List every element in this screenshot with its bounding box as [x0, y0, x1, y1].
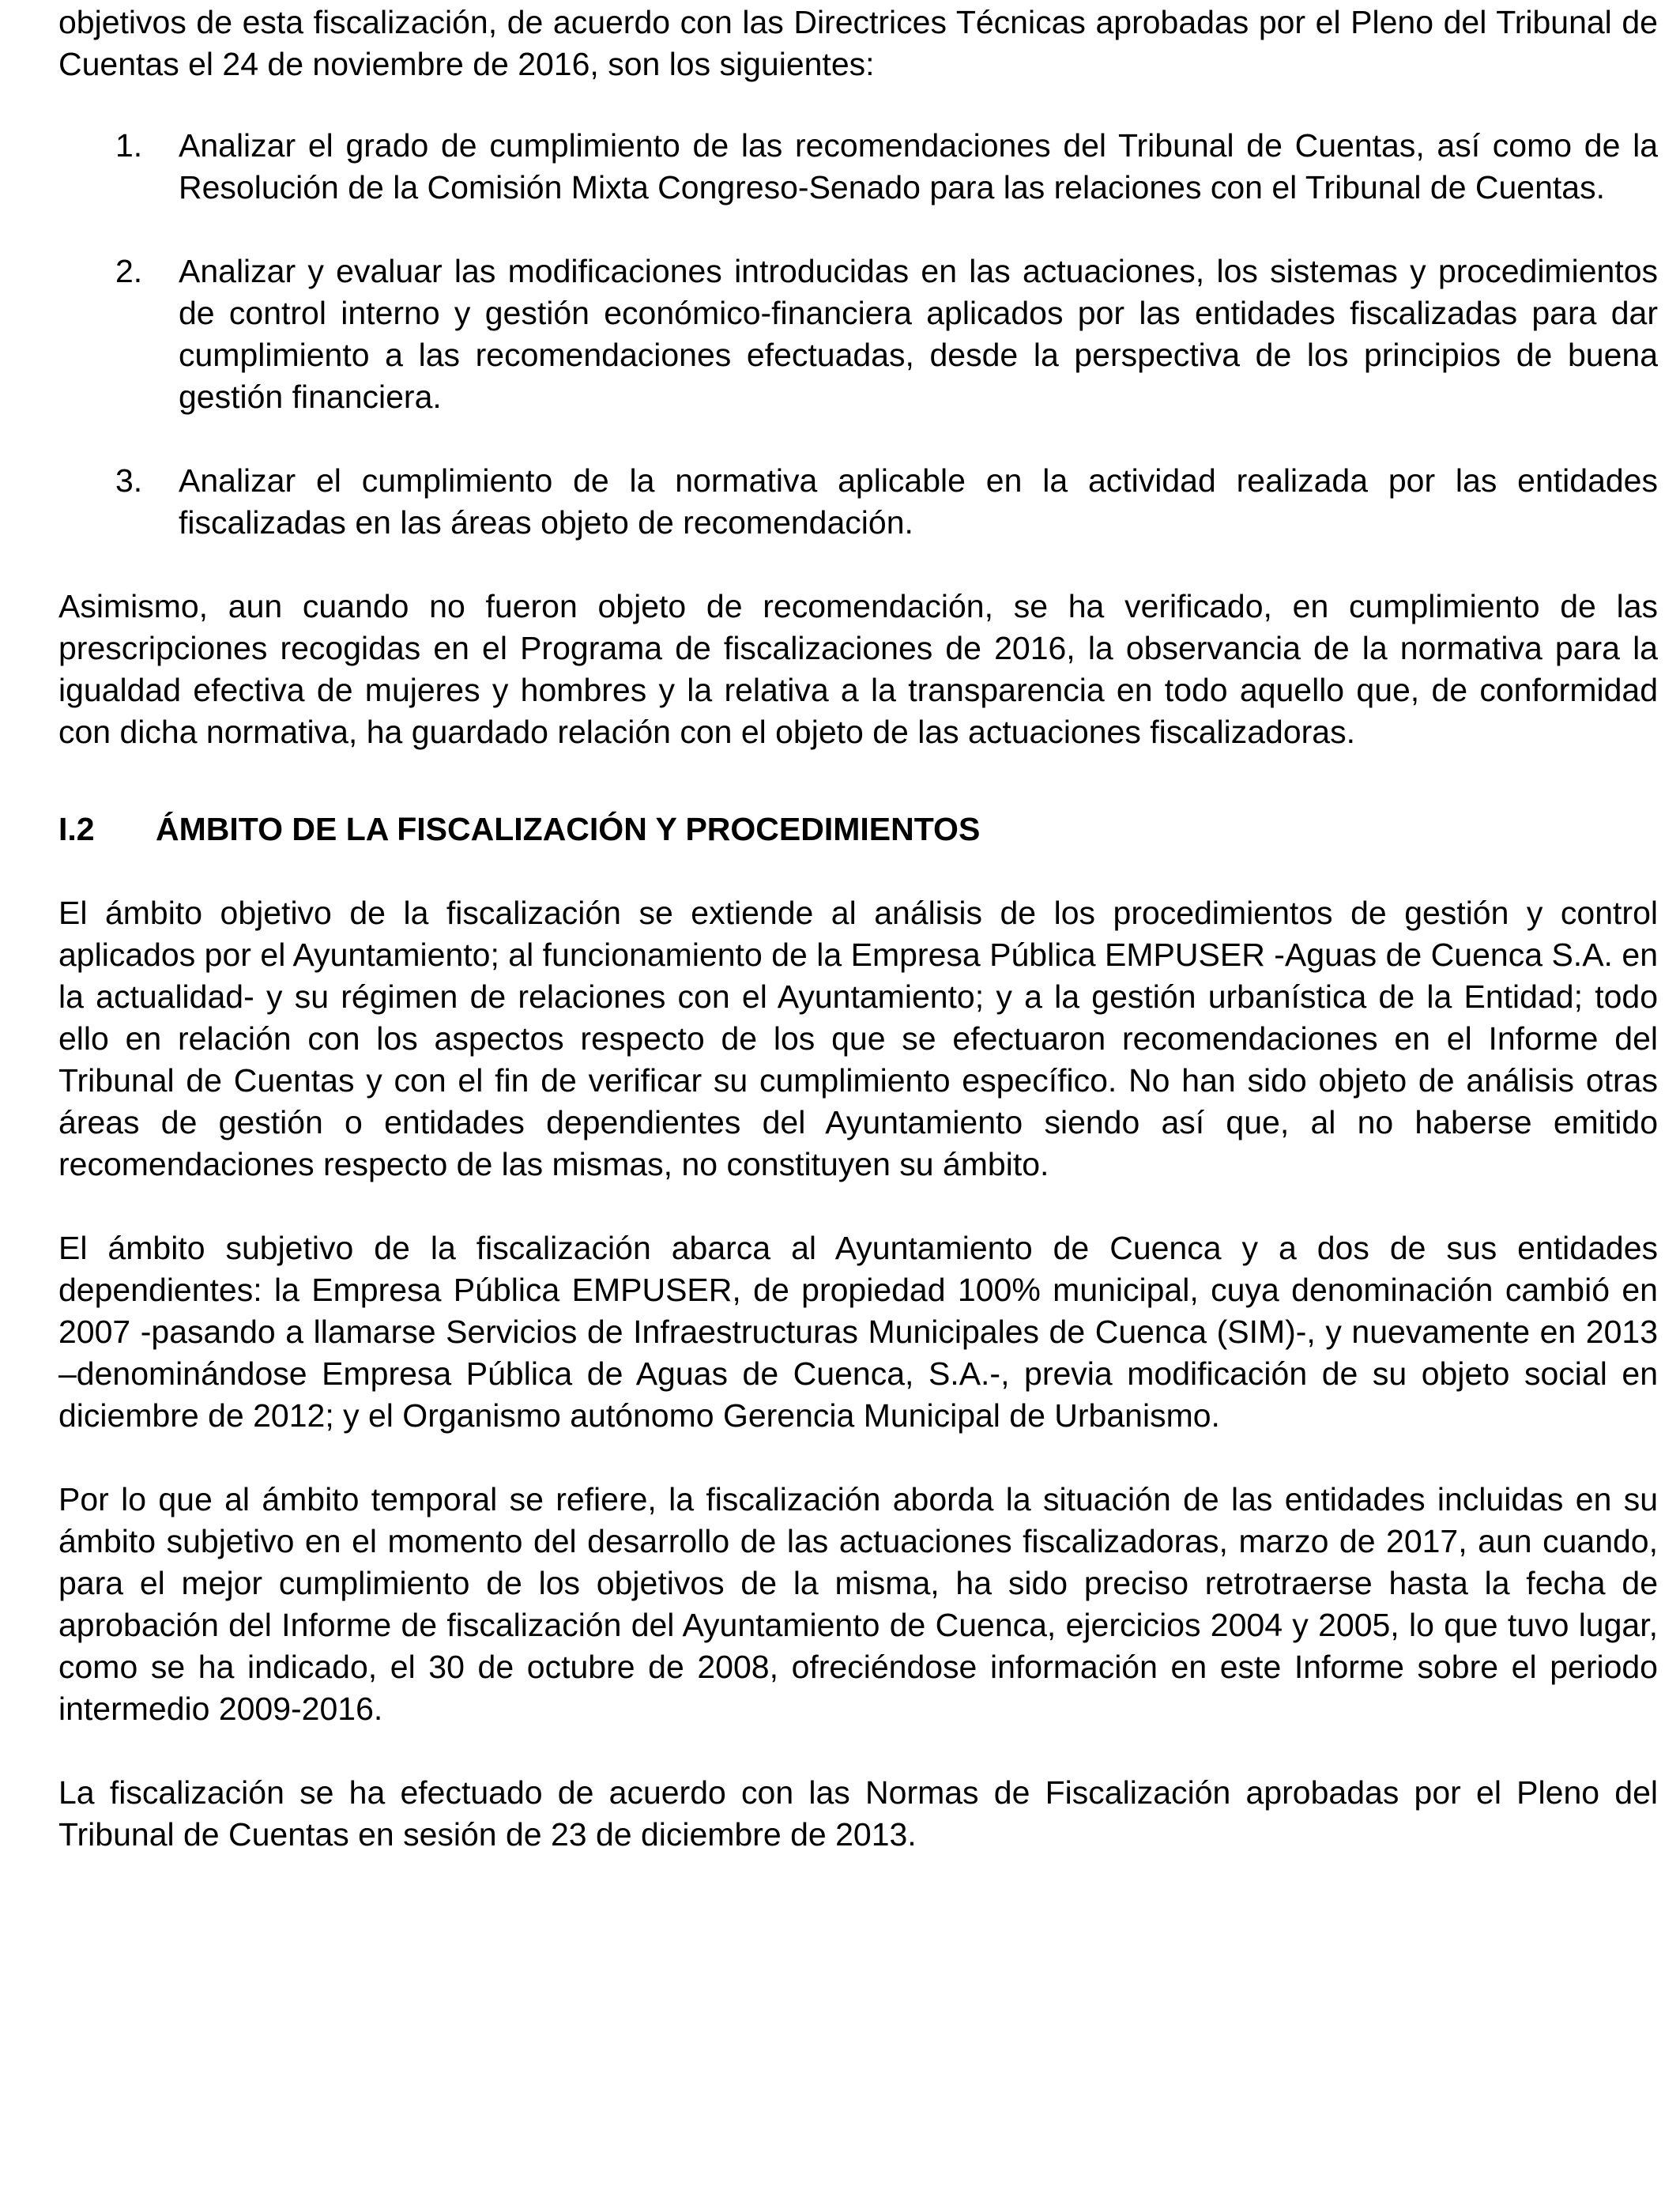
list-item-number: 3. [115, 462, 143, 499]
asimismo-paragraph: Asimismo, aun cuando no fueron objeto de recomendación, se ha verificado, en cumplimiento de las prescripciones recogidas en el Programa de fiscalizaciones de 2016, la observancia de la normativa para la igualdad efectiva de mujeres y hombres y la relativa a la transparencia en todo aquello que, de conformidad con dicha normativa, ha guardado relación con el objeto de las actuaciones fiscalizadoras. [58, 588, 1658, 750]
objectives-list [58, 125, 1658, 544]
section-heading [58, 809, 1658, 850]
list-item-text: Analizar y evaluar las modificaciones introducidas en las actuaciones, los sistemas y procedimientos de control interno y gestión económico-financiera aplicados por las entidades fiscalizadas para dar cumplimiento a las recomendaciones efectuadas, desde la perspectiva de los principios de buena gestión financiera. [179, 253, 1658, 415]
ambito-objetivo-paragraph: El ámbito objetivo de la fiscalización se extiende al análisis de los procedimientos de gestión y control aplicados por el Ayuntamiento; al funcionamiento de la Empresa Pública EMPUSER -Aguas de Cuenca S.A. en la actualidad- y su régimen de relaciones con el Ayuntamiento; y a la gestión urbanística de la Entidad; todo ello en relación con los aspectos respecto de los que se efectuaron recomendaciones en el Informe del Tribunal de Cuentas y con el fin de verificar su cumplimiento específico. No han sido objeto de análisis otras áreas de gestión o entidades dependientes del Ayuntamiento siendo así que, al no haberse emitido recomendaciones respecto de las mismas, no constituyen su ámbito. [58, 895, 1658, 1182]
list-item-text: Analizar el cumplimiento de la normativa aplicable en la actividad realizada por las entidades fiscalizadas en las áreas objeto de recomendación. [179, 462, 1658, 541]
ambito-subjetivo-paragraph: El ámbito subjetivo de la fiscalización abarca al Ayuntamiento de Cuenca y a dos de sus entidades dependientes: la Empresa Pública EMPUSER, de propiedad 100% municipal, cuya denominación cambió en 2007 -pasando a llamarse Servicios de Infraestructuras Municipales de Cuenca (SIM)-, y nuevamente en 2013 –denominándose Empresa Pública de Aguas de Cuenca, S.A.-, previa modificación de su objeto social en diciembre de 2012; y el Organismo autónomo Gerencia Municipal de Urbanismo. [58, 1230, 1658, 1434]
list-item [58, 251, 1658, 418]
document-page [58, 2, 1658, 1856]
normas-paragraph: La fiscalización se ha efectuado de acuerdo con las Normas de Fiscalización aprobadas por el Pleno del Tribunal de Cuentas en sesión de 23 de diciembre de 2013. [58, 1774, 1658, 1853]
section-title: ÁMBITO DE LA FISCALIZACIÓN Y PROCEDIMIENTOS [156, 811, 981, 847]
section-number: I.2 [58, 811, 95, 847]
list-item [58, 460, 1658, 544]
list-item-number: 2. [115, 253, 143, 289]
intro-paragraph: objetivos de esta fiscalización, de acuerdo con las Directrices Técnicas aprobadas por el Pleno del Tribunal de Cuentas el 24 de noviembre de 2016, son los siguientes: [58, 4, 1658, 82]
list-item-text: Analizar el grado de cumplimiento de las recomendaciones del Tribunal de Cuentas, así como de la Resolución de la Comisión Mixta Congreso-Senado para las relaciones con el Tribunal de Cuentas. [179, 127, 1658, 205]
ambito-temporal-paragraph: Por lo que al ámbito temporal se refiere, la fiscalización aborda la situación de las entidades incluidas en su ámbito subjetivo en el momento del desarrollo de las actuaciones fiscalizadoras, marzo de 2017, aun cuando, para el mejor cumplimiento de los objetivos de la misma, ha sido preciso retrotraerse hasta la fecha de aprobación del Informe de fiscalización del Ayuntamiento de Cuenca, ejercicios 2004 y 2005, lo que tuvo lugar, como se ha indicado, el 30 de octubre de 2008, ofreciéndose información en este Informe sobre el periodo intermedio 2009-2016. [58, 1481, 1658, 1727]
list-item-number: 1. [115, 127, 143, 164]
list-item [58, 125, 1658, 209]
